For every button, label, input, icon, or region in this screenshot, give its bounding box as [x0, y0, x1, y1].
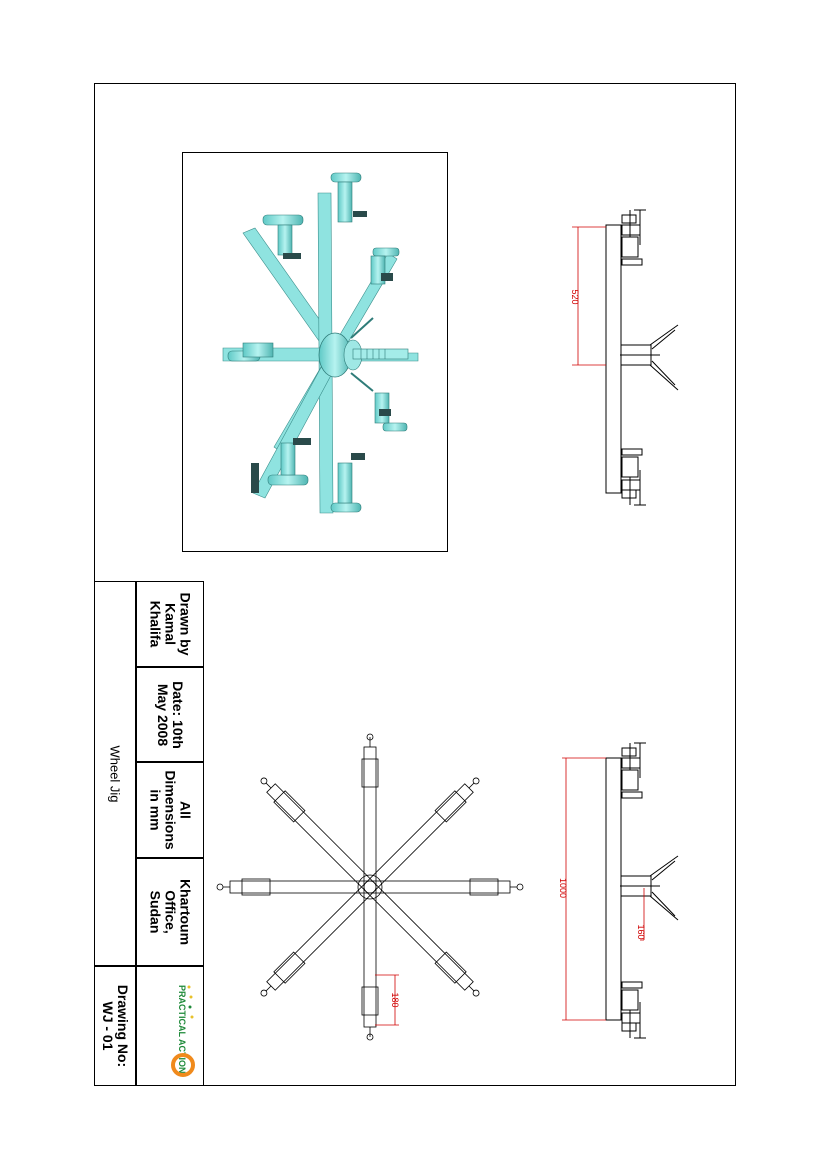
drawing-title: Wheel Jig — [107, 744, 123, 803]
drawn-by-cell — [136, 581, 204, 667]
logo-text: PRACTICAL ACTION — [177, 985, 187, 1074]
date-cell — [136, 667, 204, 762]
side-view-top — [560, 205, 680, 515]
dim-520-label: 520 — [570, 289, 580, 305]
drawing-no-cell — [94, 966, 136, 1086]
practical-action-logo — [137, 967, 205, 1087]
units-cell — [136, 762, 204, 858]
dim-160-label: 160 — [636, 924, 646, 940]
date-text: Date: 10th May 2008 — [155, 680, 186, 749]
3d-render-view — [182, 152, 448, 552]
office-text: Khartoum Office, Sudan — [147, 878, 194, 946]
plan-view-star — [225, 735, 525, 1045]
3d-render-illustration — [183, 153, 448, 552]
title-block — [94, 581, 204, 1086]
units-text: All Dimensions in mm — [147, 770, 194, 850]
drawing-no-text: Drawing No: WJ - 01 — [100, 984, 131, 1068]
side-view-bottom — [560, 740, 680, 1052]
title-cell — [94, 581, 136, 966]
logo-cell — [136, 966, 204, 1086]
dim-1000-label: 1000 — [558, 877, 568, 899]
office-cell — [136, 858, 204, 966]
drawn-by-text: Drawn by Kamal Khalifa — [147, 592, 194, 656]
dim-180-label: 180 — [390, 992, 400, 1008]
